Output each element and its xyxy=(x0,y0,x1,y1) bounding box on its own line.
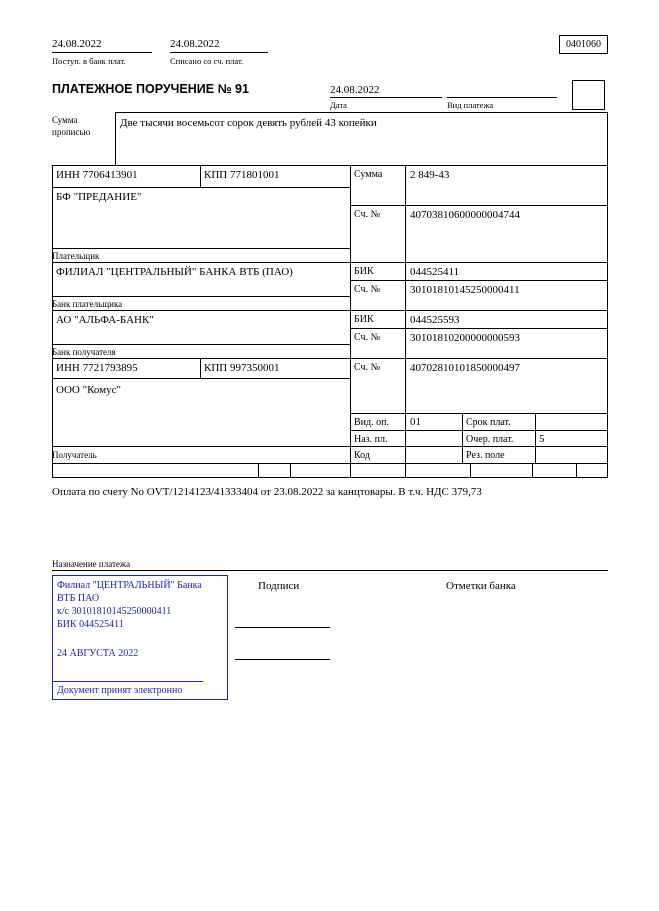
border-line xyxy=(52,165,53,477)
signature-line xyxy=(235,659,330,660)
reserve-field-label: Рез. поле xyxy=(466,450,505,461)
amount-in-words: Две тысячи восемьсот сорок девять рублей 43 копейки xyxy=(120,117,377,129)
priority-label: Очер. плат. xyxy=(466,434,514,445)
receiver-bank-section-label: Банк получателя xyxy=(52,347,116,357)
border-line xyxy=(52,463,608,464)
border-line xyxy=(350,328,608,329)
border-line xyxy=(350,413,608,414)
receiver-account: 40702810101850000497 xyxy=(410,362,520,374)
receiver-inn: ИНН 7721793895 xyxy=(56,362,138,374)
payer-account-label: Сч. № xyxy=(354,209,381,220)
receiver-bank-name: АО "АЛЬФА-БАНК" xyxy=(56,314,154,326)
border-line xyxy=(200,165,201,187)
border-line xyxy=(350,280,608,281)
receiver-bank-bik-label: БИК xyxy=(354,314,374,325)
border-line xyxy=(535,413,536,463)
stamp-line: БИК 044525411 xyxy=(57,619,124,630)
header-date-label: Дата xyxy=(330,100,347,110)
status-box xyxy=(572,80,605,110)
stamp-line: ВТБ ПАО xyxy=(57,593,100,604)
border-line xyxy=(52,187,350,188)
border-line xyxy=(115,112,608,113)
stamp-line: к/с 30101810145250000411 xyxy=(57,606,172,617)
date-received-label: Поступ. в банк плат. xyxy=(52,56,126,66)
purpose-code-label: Наз. пл. xyxy=(354,434,388,445)
date-debited-label: Списано со сч. плат. xyxy=(170,56,244,66)
border-line xyxy=(52,378,350,379)
payer-inn: ИНН 7706413901 xyxy=(56,169,138,181)
border-line xyxy=(576,463,577,477)
border-line xyxy=(115,112,116,165)
receiver-name: ООО "Комус" xyxy=(56,384,121,396)
payment-purpose-text: Оплата по счету No OVT/1214123/41333404 от 23.08.2022 за канцтовары. В т.ч. НДС 379,73 xyxy=(52,486,482,498)
border-line xyxy=(52,248,350,249)
border-line xyxy=(350,205,608,206)
amount-words-label-1: Сумма xyxy=(52,115,78,125)
border-line xyxy=(290,463,291,477)
receiver-bank-account-label: Сч. № xyxy=(354,332,381,343)
border-line xyxy=(447,97,557,98)
bank-stamp xyxy=(52,575,228,700)
border-line xyxy=(170,52,268,53)
border-line xyxy=(52,52,152,53)
form-code-box: 0401060 xyxy=(559,35,608,54)
border-line xyxy=(52,446,608,447)
amount-words-label-2: прописью xyxy=(52,127,91,137)
border-line xyxy=(200,358,201,378)
receiver-kpp: КПП 997350001 xyxy=(204,362,280,374)
pay-term-label: Срок плат. xyxy=(466,417,511,428)
op-type-label: Вид. оп. xyxy=(354,417,389,428)
border-line xyxy=(52,358,608,359)
border-line xyxy=(462,413,463,463)
border-line xyxy=(350,430,608,431)
receiver-section-label: Получатель xyxy=(52,450,97,460)
border-line xyxy=(470,463,471,477)
receiver-bank-account: 30101810200000000593 xyxy=(410,332,520,344)
payer-account: 40703810600000004744 xyxy=(410,209,520,221)
border-line xyxy=(52,262,608,263)
signature-line xyxy=(235,627,330,628)
payer-kpp: КПП 771801001 xyxy=(204,169,280,181)
payer-bank-section-label: Банк плательщика xyxy=(52,299,123,309)
border-line xyxy=(258,463,259,477)
bank-marks-label: Отметки банка xyxy=(446,580,516,592)
receiver-bank-bik: 044525593 xyxy=(410,314,460,326)
border-line xyxy=(52,344,350,345)
header-date-value: 24.08.2022 xyxy=(330,84,380,96)
code-label: Код xyxy=(354,450,370,461)
sum-label: Сумма xyxy=(354,169,383,180)
border-line xyxy=(52,165,608,166)
border-line xyxy=(532,463,533,477)
payer-bank-bik-label: БИК xyxy=(354,266,374,277)
priority-value: 5 xyxy=(539,433,545,445)
stamp-note: Документ принят электронно xyxy=(53,681,203,696)
border-line xyxy=(52,570,608,571)
date-received-value: 24.08.2022 xyxy=(52,38,102,50)
payer-bank-bik: 044525411 xyxy=(410,266,460,278)
payer-bank-account-label: Сч. № xyxy=(354,284,381,295)
payer-bank-name: ФИЛИАЛ "ЦЕНТРАЛЬНЫЙ" БАНКА ВТБ (ПАО) xyxy=(56,266,293,278)
sum-value: 2 849-43 xyxy=(410,169,450,181)
date-debited-value: 24.08.2022 xyxy=(170,38,220,50)
border-line xyxy=(330,97,442,98)
receiver-account-label: Сч. № xyxy=(354,362,381,373)
op-type-value: 01 xyxy=(410,416,421,428)
border-line xyxy=(52,296,350,297)
border-line xyxy=(52,310,608,311)
border-line xyxy=(52,477,608,478)
page-title: ПЛАТЕЖНОЕ ПОРУЧЕНИЕ № 91 xyxy=(52,82,249,96)
stamp-date: 24 АВГУСТА 2022 xyxy=(57,648,139,659)
border-line xyxy=(607,112,608,477)
payer-name: БФ "ПРЕДАНИЕ" xyxy=(56,191,142,203)
signatures-label: Подписи xyxy=(258,580,300,592)
payment-type-label: Вид платежа xyxy=(447,100,494,110)
stamp-line: Филиал "ЦЕНТРАЛЬНЫЙ" Банка xyxy=(57,580,202,591)
payer-bank-account: 30101810145250000411 xyxy=(410,284,520,296)
payer-section-label: Плательщик xyxy=(52,251,100,261)
payment-purpose-label: Назначение платежа xyxy=(52,559,131,569)
